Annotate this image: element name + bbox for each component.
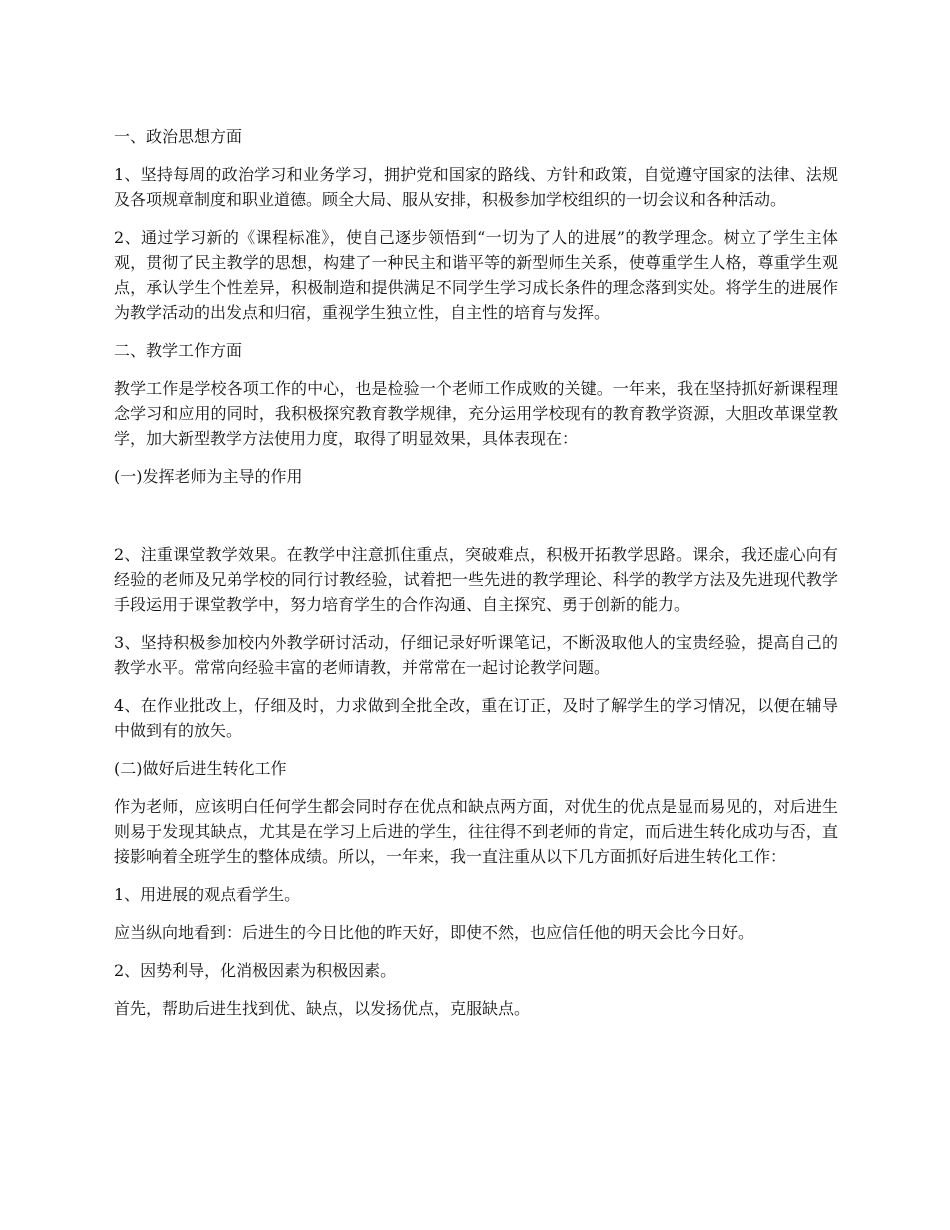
paragraph-struggling-intro: 作为老师，应该明白任何学生都会同时存在优点和缺点两方面，对优生的优点是显而易见的，对后进生则易于发现其缺点，尤其是在学习上后进的学生，往往得不到老师的肯定，而后进生转化成功与否，直接影响着全班学生的整体成绩。所以，一年来，我一直注重从以下几方面抓好后进生转化工作： bbox=[114, 797, 838, 866]
list-item-1: 1、用进展的观点看学生。 bbox=[114, 885, 301, 904]
section-heading-politics: 一、政治思想方面 bbox=[114, 127, 243, 146]
document-body bbox=[114, 124, 838, 1034]
subsection-heading-teacher-role: (一)发挥老师为主导的作用 bbox=[114, 467, 303, 486]
paragraph-list-2-detail: 首先，帮助后进生找到优、缺点，以发扬优点，克服缺点。 bbox=[114, 999, 531, 1018]
paragraph-teaching-2: 2、注重课堂教学效果。在教学中注意抓住重点，突破难点，积极开拓教学思路。课余，我还虚心向有经验的老师及兄弟学校的同行讨教经验，试着把一些先进的教学理论、科学的教学方法及先进现代教学手段运用于课堂教学中，努力培育学生的合作沟通、自主探究、勇于创新的能力。 bbox=[114, 545, 838, 614]
paragraph-teaching-3: 3、坚持积极参加校内外教学研讨活动，仔细记录好听课笔记，不断汲取他人的宝贵经验，提高自己的教学水平。常常向经验丰富的老师请教，并常常在一起讨论教学问题。 bbox=[114, 633, 838, 677]
paragraph-teaching-intro: 教学工作是学校各项工作的中心，也是检验一个老师工作成败的关键。一年来，我在坚持抓好新课程理念学习和应用的同时，我积极探究教育教学规律，充分运用学校现有的教育教学资源，大胆改革课堂教学，加大新型教学方法使用力度，取得了明显效果，具体表现在： bbox=[114, 379, 838, 448]
paragraph-politics-1: 1、坚持每周的政治学习和业务学习，拥护党和国家的路线、方针和政策，自觉遵守国家的法律、法规及各项规章制度和职业道德。顾全大局、服从安排，积极参加学校组织的一切会议和各种活动。 bbox=[114, 165, 838, 209]
blank-space bbox=[114, 502, 838, 542]
section-heading-teaching: 二、教学工作方面 bbox=[114, 341, 243, 360]
paragraph-list-1-detail: 应当纵向地看到：后进生的今日比他的昨天好，即使不然，也应信任他的明天会比今日好。 bbox=[114, 923, 755, 942]
paragraph-politics-2: 2、通过学习新的《课程标准》，使自己逐步领悟到“一切为了人的进展”的教学理念。树立了学生主体观，贯彻了民主教学的思想，构建了一种民主和谐平等的新型师生关系，使尊重学生人格，尊重学生观点，承认学生个性差异，积极制造和提供满足不同学生学习成长条件的理念落到实处。将学生的进展作为教学活动的出发点和归宿，重视学生独立性，自主性的培育与发挥。 bbox=[114, 228, 838, 322]
list-item-2: 2、因势利导，化消极因素为积极因素。 bbox=[114, 961, 397, 980]
subsection-heading-struggling-students: (二)做好后进生转化工作 bbox=[114, 759, 287, 778]
paragraph-teaching-4: 4、在作业批改上，仔细及时，力求做到全批全改，重在订正，及时了解学生的学习情况，以便在辅导中做到有的放矢。 bbox=[114, 696, 838, 740]
